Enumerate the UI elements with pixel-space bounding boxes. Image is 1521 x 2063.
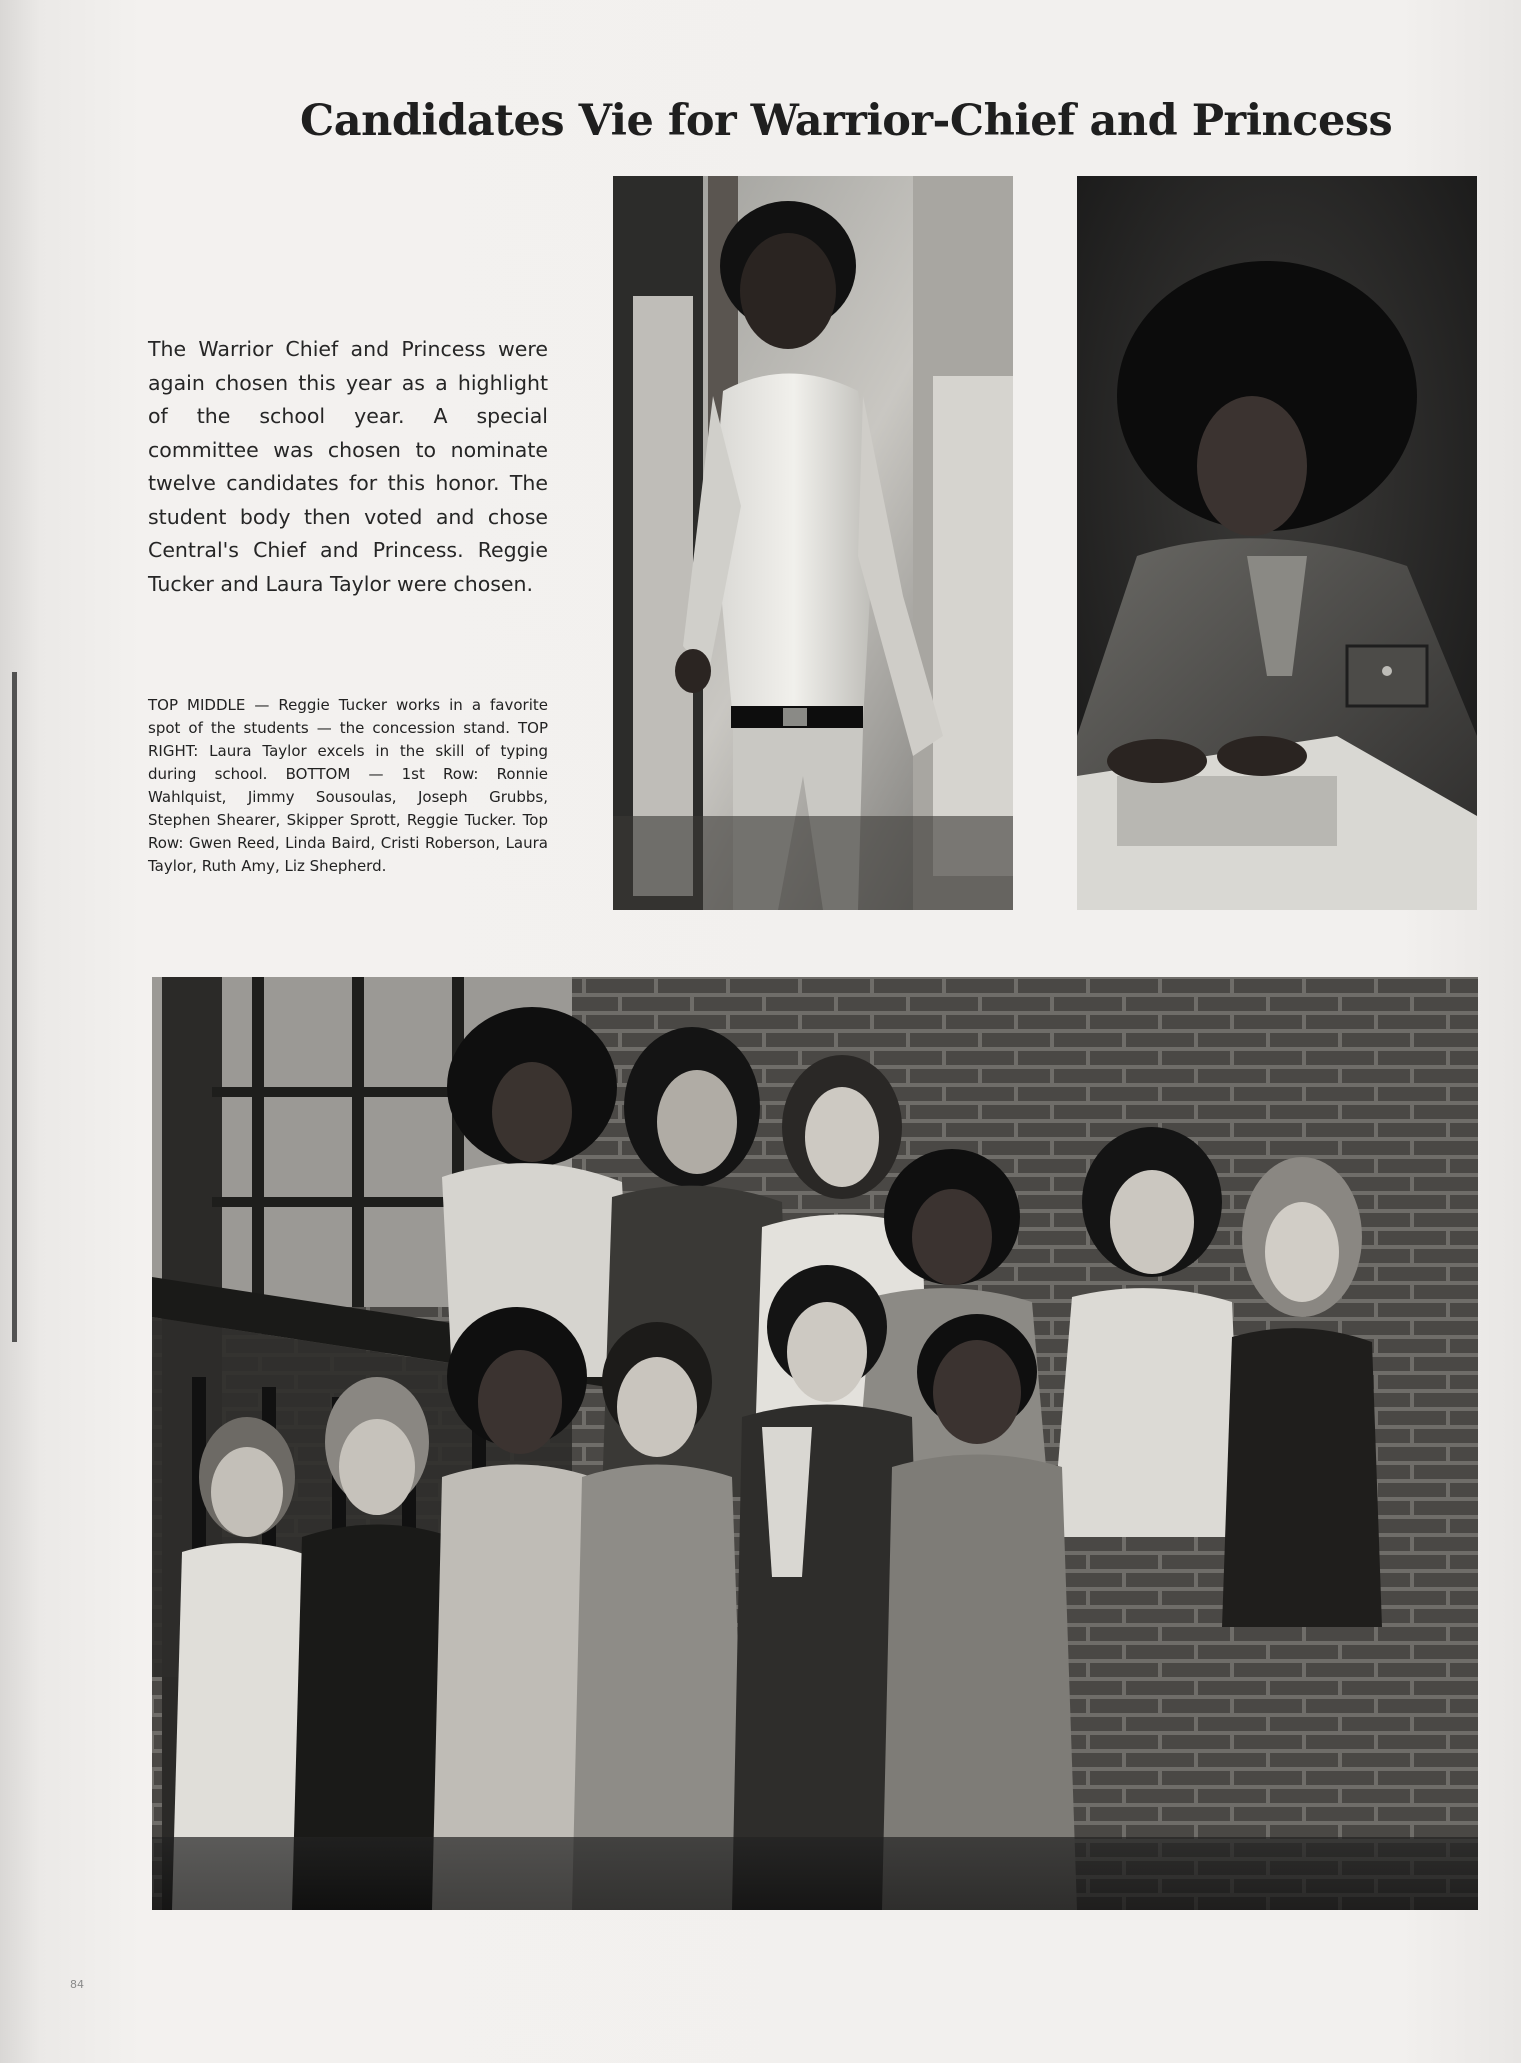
photo-caption: TOP MIDDLE — Reggie Tucker works in a favorite spot of the students — the concession stand. TOP RIGHT: Laura Taylor excels in the skill of typing during school. BOTTOM — 1st Row: Ronnie Wahlquist, Jimmy Sousoulas, Joseph Grubbs, Stephen Shearer, Skipper Sprott, Reggie Tucker. Top Row: Gwen Reed, Linda Baird, Cristi Roberson, Laura Taylor, Ruth Amy, Liz Shepherd.	[148, 696, 548, 875]
intro-paragraph: The Warrior Chief and Princess were again chosen this year as a highlight of the school year. A special committee was chosen to nominate twelve candidates for this honor. The student body then voted and chose Central's Chief and Princess. Reggie Tucker and Laura Taylor were chosen.	[148, 337, 548, 596]
binding-edge	[12, 672, 17, 1342]
photo-laura-taylor	[1077, 176, 1477, 910]
page-number: 84	[70, 1978, 84, 1991]
photo-candidates-group	[152, 977, 1478, 1910]
photo-reggie-tucker	[613, 176, 1013, 910]
page-title: Candidates Vie for Warrior-Chief and Princess	[300, 96, 1393, 146]
